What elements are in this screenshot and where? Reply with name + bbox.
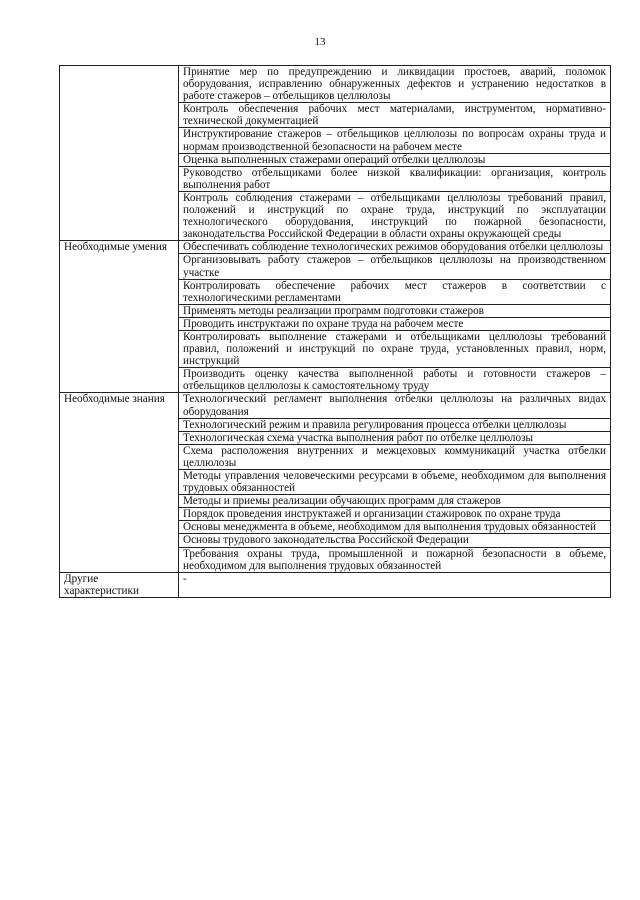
requirement-cell: Руководство отбельщиками более низкой квалификации: организация, контроль выполнения работ	[179, 166, 611, 191]
requirement-cell: Порядок проведения инструктажей и организации стажировок по охране труда	[179, 508, 611, 521]
requirement-cell: Технологический режим и правила регулирования процесса отбелки целлюлозы	[179, 418, 611, 431]
requirement-cell: Обеспечивать соблюдение технологических режимов оборудования отбелки целлюлозы	[179, 241, 611, 254]
requirement-cell: Инструктирование стажеров – отбельщиков целлюлозы по вопросам охраны труда и нормам производственной безопасности на рабочем месте	[179, 128, 611, 153]
requirement-cell: Методы и приемы реализации обучающих программ для стажеров	[179, 495, 611, 508]
table-row	[60, 66, 611, 103]
requirement-cell: Проводить инструктажи по охране труда на рабочем месте	[179, 317, 611, 330]
requirement-cell: Контролировать выполнение стажерами и отбельщиками целлюлозы требований правил, положений и инструкций по охране труда, установленных правил, норм, инструкций	[179, 330, 611, 367]
requirement-cell: Схема расположения внутренних и межцеховых коммуникаций участка отбелки целлюлозы	[179, 444, 611, 469]
requirement-cell: Основы трудового законодательства Российской Федерации	[179, 534, 611, 547]
table-row	[60, 393, 611, 418]
requirement-cell: Оценка выполненных стажерами операций отбелки целлюлозы	[179, 153, 611, 166]
section-label: Необходимые умения	[60, 241, 179, 393]
requirement-cell: Производить оценку качества выполненной работы и готовности стажеров – отбельщиков целлюлозы к самостоятельному труду	[179, 368, 611, 393]
requirement-cell: Технологический регламент выполнения отбелки целлюлозы на различных видах оборудования	[179, 393, 611, 418]
requirement-cell: Методы управления человеческими ресурсами в объеме, необходимом для выполнения трудовых обязанностей	[179, 470, 611, 495]
requirements-table	[59, 65, 611, 598]
requirement-cell: Контроль обеспечения рабочих мест материалами, инструментом, нормативно-технической документацией	[179, 103, 611, 128]
requirement-cell: Основы менеджмента в объеме, необходимом для выполнения трудовых обязанностей	[179, 521, 611, 534]
requirement-cell: Контроль соблюдения стажерами – отбельщиками целлюлозы требований правил, положений и инструкций по охране труда, инструкций по эксплуатации технологического оборудования, инструкций по пожарной безопасности, законодательства Российской Федерации в области охраны окружающей среды	[179, 191, 611, 240]
page-number: 13	[314, 36, 326, 48]
section-label: Другие характеристики	[60, 572, 179, 597]
table-row	[60, 572, 611, 597]
table-row	[60, 241, 611, 254]
requirement-cell: -	[179, 572, 611, 597]
requirement-cell: Технологическая схема участка выполнения работ по отбелке целлюлозы	[179, 431, 611, 444]
requirement-cell: Применять методы реализации программ подготовки стажеров	[179, 304, 611, 317]
requirement-cell: Контролировать обеспечение рабочих мест стажеров в соответствии с технологическими регламентами	[179, 279, 611, 304]
requirement-cell: Принятие мер по предупреждению и ликвидации простоев, аварий, поломок оборудования, исправлению обнаруженных дефектов и устранению недостатков в работе стажеров – отбельщиков целлюлозы	[179, 66, 611, 103]
requirement-cell: Организовывать работу стажеров – отбельщиков целлюлозы на производственном участке	[179, 254, 611, 279]
requirement-cell: Требования охраны труда, промышленной и пожарной безопасности в объеме, необходимом для выполнения трудовых обязанностей	[179, 547, 611, 572]
section-label: Необходимые знания	[60, 393, 179, 572]
section-label	[60, 66, 179, 241]
